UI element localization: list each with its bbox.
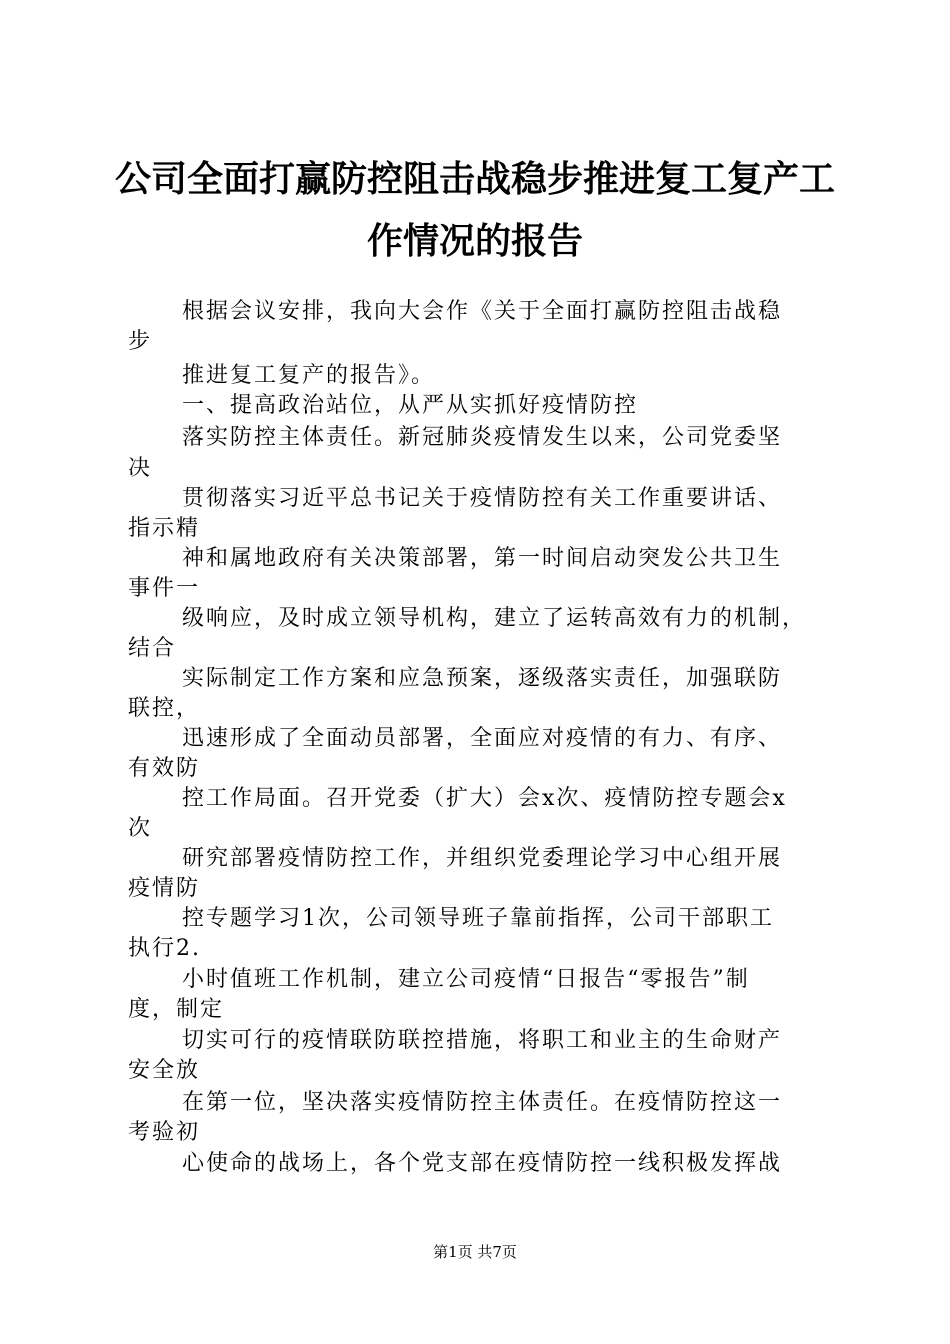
body-line: 实际制定工作方案和应急预案，逐级落实责任，加强联防: [182, 666, 783, 691]
body-line: 根据会议安排，我向大会作《关于全面打赢防控阻击战稳: [182, 299, 783, 324]
body-line: 落实防控主体责任。新冠肺炎疫情发生以来，公司党委坚: [182, 425, 783, 450]
document-title-line-2: 作情况的报告: [366, 221, 583, 262]
body-line: 迅速形成了全面动员部署，全面应对疫情的有力、有序、: [182, 726, 783, 751]
body-line: 心使命的战场上，各个党支部在疫情防控一线积极发挥战: [182, 1151, 783, 1176]
document-title-line-1: 公司全面打赢防控阻击战稳步推进复工复产工: [114, 159, 835, 200]
body-line: 有效防: [128, 756, 201, 781]
body-line: 度，制定: [128, 997, 225, 1022]
section-heading: 一、提高政治站位，从严从实抓好疫情防控: [182, 393, 639, 418]
body-line: 指示精: [128, 516, 201, 541]
page-number-footer: 第1页 共7页: [433, 1243, 517, 1261]
body-line: 考验初: [128, 1120, 201, 1145]
body-line: 结合: [128, 636, 177, 661]
body-line: 研究部署疫情防控工作，并组织党委理论学习中心组开展: [182, 846, 783, 871]
body-line: 安全放: [128, 1058, 201, 1083]
body-line: 决: [128, 456, 153, 481]
body-line: 事件一: [128, 576, 201, 601]
body-line: 联控，: [128, 696, 201, 721]
body-line: 贯彻落实习近平总书记关于疫情防控有关工作重要讲话、: [182, 486, 783, 511]
body-line: 步: [128, 329, 153, 354]
body-line: 执行2.: [128, 936, 201, 961]
body-line: 级响应，及时成立领导机构，建立了运转高效有力的机制，: [182, 606, 807, 631]
body-line: 小时值班工作机制，建立公司疫情“日报告“零报告”制: [182, 967, 750, 992]
body-line: 次: [128, 816, 153, 841]
body-line: 控工作局面。召开党委（扩大）会x次、疫情防控专题会x: [182, 786, 787, 811]
body-line: 神和属地政府有关决策部署，第一时间启动突发公共卫生: [182, 546, 783, 571]
body-line: 推进复工复产的报告》。: [182, 363, 436, 388]
body-line: 疫情防: [128, 876, 201, 901]
body-line: 在第一位，坚决落实疫情防控主体责任。在疫情防控这一: [182, 1090, 783, 1115]
body-line: 控专题学习1次，公司领导班子靠前指挥，公司干部职工: [182, 906, 774, 931]
body-line: 切实可行的疫情联防联控措施，将职工和业主的生命财产: [182, 1028, 783, 1053]
